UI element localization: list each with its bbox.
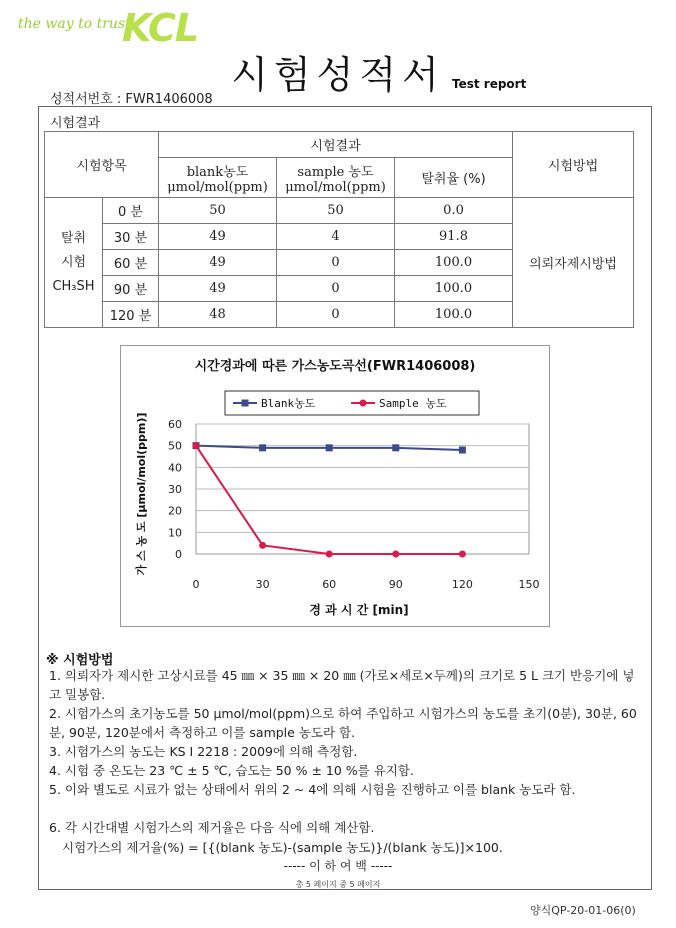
cell-method: 의뢰자제시방법 [513,198,634,328]
cell-time: 120 분 [103,302,159,328]
cell-blank: 49 [159,250,277,276]
cell-removal: 91.8 [395,224,513,250]
header-sample-conc: sample 농도 μmol/mol(ppm) [277,158,395,198]
x-tick-label: 30 [255,578,270,591]
cell-sample: 0 [277,250,395,276]
sample-point [193,442,200,449]
table-row [45,198,634,224]
chart-title: 시간경과에 따른 가스농도곡선(FWR1406008) [194,359,476,374]
cell-blank: 49 [159,276,277,302]
results-table [44,131,634,328]
y-tick-label: 0 [175,548,182,561]
y-tick-label: 50 [168,439,182,453]
removal-formula: 시험가스의 제거율(%) = [{(blank 농도)-(sample 농도)}/(blank 농도)]×100. [62,840,503,855]
y-tick-label: 30 [168,483,182,496]
x-tick-label: 60 [322,578,337,591]
cell-time: 0 분 [103,198,159,224]
form-number: 양식QP-20-01-06(0) [530,904,636,917]
cell-blank: 49 [159,224,277,250]
legend-label-1: Blank농도 [261,397,316,410]
x-tick-label: 120 [451,578,473,591]
method-item-3: 3. 시험가스의 농도는 KS I 2218 : 2009에 의해 측정함. [49,744,358,759]
chart-plot-area [168,418,540,591]
x-tick-label: 0 [192,578,200,591]
kcl-logo: KCL [122,6,199,50]
blank-point [392,444,399,451]
results-section-label: 시험결과 [50,116,101,131]
gas-concentration-chart [120,345,550,627]
cell-blank: 48 [159,302,277,328]
header-test-item: 시험항목 [45,132,159,198]
cell-sample: 0 [277,302,395,328]
y-axis-label: 가 스 농 도 [μmol/mol(ppm)] [135,412,148,576]
report-number: 성적서번호 : FWR1406008 [50,92,213,107]
cell-blank: 50 [159,198,277,224]
y-tick-label: 40 [168,461,182,475]
method-item-2: 2. 시험가스의 초기농도를 50 μmol/mol(ppm)으로 하여 주입하고 시험가스의 농도를 초기(0분), 30분, 60분, 90분, 120분에서 측정하고 이를 sample 농도라 함. [49,706,637,740]
method-item-4: 4. 시험 중 온도는 23 ℃ ± 5 ℃, 습도는 50 % ± 10 %를 유지함. [49,763,414,778]
x-axis-label: 경 과 시 간 [min] [309,603,409,617]
blank-point [326,444,333,451]
cell-sample: 50 [277,198,395,224]
cell-sample: 0 [277,276,395,302]
sample-point [459,551,466,558]
page-info: 총 5 페이지 중 5 페이지 [295,880,381,889]
y-tick-label: 60 [168,418,182,431]
cell-time: 60 분 [103,250,159,276]
cell-time: 90 분 [103,276,159,302]
y-tick-label: 10 [168,526,182,540]
logo-tagline: the way to trust [18,16,131,32]
end-of-content-mark: ----- 이 하 여 백 ----- [283,859,393,873]
blank-point [459,447,466,454]
x-tick-label: 150 [518,578,540,591]
methods-heading: ※ 시험방법 [46,653,114,668]
legend-marker [360,400,367,407]
legend-marker [242,400,249,407]
header-test-method: 시험방법 [513,132,634,198]
cell-removal: 100.0 [395,302,513,328]
cell-time: 30 분 [103,224,159,250]
cell-removal: 0.0 [395,198,513,224]
chart-svg [121,346,549,626]
legend-label-2: Sample 농도 [379,397,447,410]
page-subtitle: Test report [452,77,527,91]
x-tick-label: 90 [388,578,403,591]
cell-sample: 4 [277,224,395,250]
sample-point [326,551,333,558]
method-item-1: 1. 의뢰자가 제시한 고상시료를 45 ㎜ × 35 ㎜ × 20 ㎜ (가로×세로×두께)의 크기로 5 L 크기 반응기에 넣고 밀봉함. [49,668,635,702]
chart-legend [225,391,479,415]
header-removal-rate: 탈취율 (%) [395,158,513,198]
header-blank-conc: blank농도 μmol/mol(ppm) [159,158,277,198]
sample-point [392,551,399,558]
header-test-results: 시험결과 [159,132,513,158]
cell-removal: 100.0 [395,250,513,276]
cell-removal: 100.0 [395,276,513,302]
blank-point [259,444,266,451]
method-item-5: 5. 이와 별도로 시료가 없는 상태에서 위의 2 ~ 4에 의해 시험을 진행하고 이를 blank 농도라 함. [49,782,576,797]
page-title: 시험성적서 [231,53,445,97]
sample-point [259,542,266,549]
method-item-6: 6. 각 시간대별 시험가스의 제거율은 다음 식에 의해 계산함. [49,820,375,835]
y-tick-label: 20 [168,504,182,518]
row-group-label: 탈취 시험 CH₃SH [45,198,103,328]
